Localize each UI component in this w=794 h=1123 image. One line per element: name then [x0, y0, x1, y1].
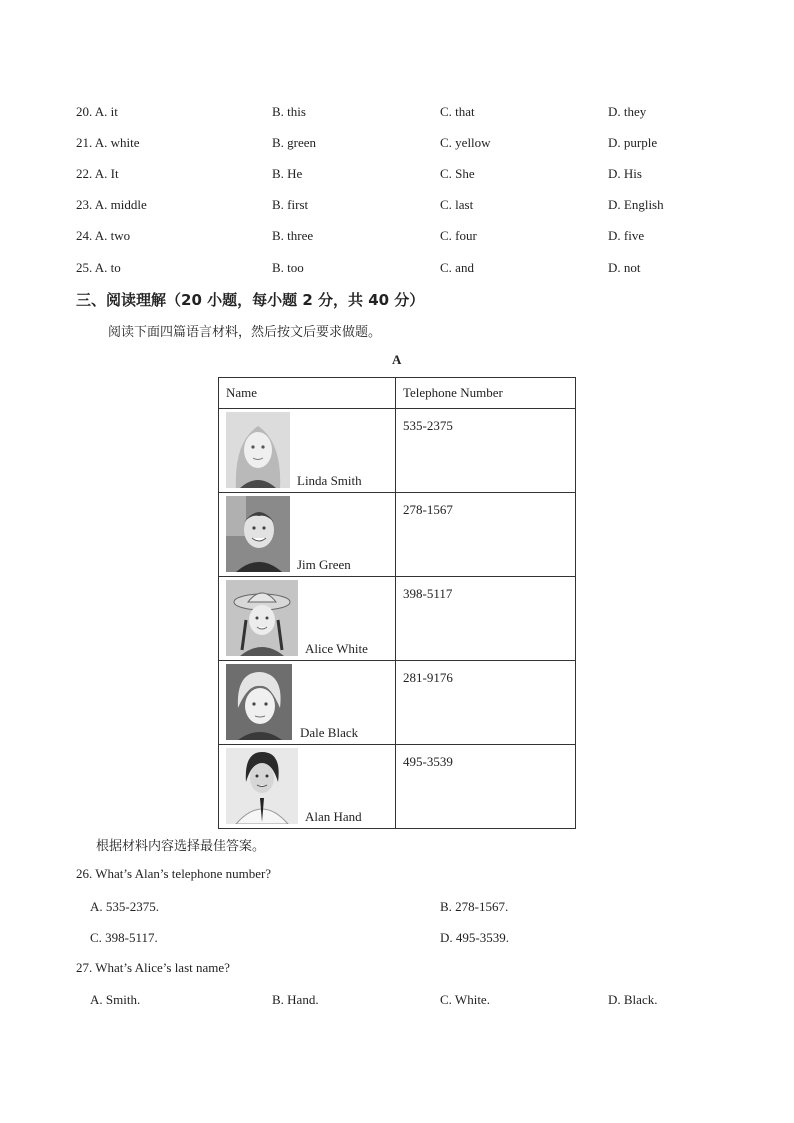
cloze-row-21: [0, 133, 794, 153]
question-27-stem: 27. What’s Alice’s last name?: [76, 960, 230, 975]
person-photo: [226, 412, 290, 488]
question-26-options-1: [0, 897, 794, 917]
option-c: C. yellow: [440, 135, 491, 150]
option-a: 22. A. It: [76, 166, 119, 181]
option-c: C. She: [440, 166, 475, 181]
passage-label: A: [392, 352, 402, 367]
question-27-options: [0, 990, 794, 1010]
option-b: B. He: [272, 166, 303, 181]
cloze-row-24: [0, 226, 794, 246]
cloze-row-25: [0, 258, 794, 278]
section-title: 三、阅读理解（20 小题，每小题 2 分，共 40 分）: [76, 291, 425, 309]
table-row: [219, 493, 576, 577]
phone-number: 535-2375: [403, 418, 453, 433]
phone-number: 278-1567: [403, 502, 453, 517]
option-b: B. three: [272, 228, 314, 243]
table-row: [219, 745, 576, 829]
option-d: D. English: [608, 197, 664, 212]
option-b: B. too: [272, 260, 304, 275]
option-d: D. Black.: [608, 992, 658, 1007]
person-name: Alan Hand: [305, 809, 362, 824]
option-a: 23. A. middle: [76, 197, 147, 212]
section-instruction: 阅读下面四篇语言材料，然后按文后要求做题。: [108, 325, 382, 340]
person-photo: [226, 664, 292, 740]
option-d: D. not: [608, 260, 641, 275]
option-c: C. last: [440, 197, 474, 212]
option-b: B. Hand.: [272, 992, 319, 1007]
option-a: 24. A. two: [76, 228, 131, 243]
phone-number: 281-9176: [403, 670, 453, 685]
person-name: Jim Green: [297, 557, 351, 572]
option-a: 20. A. it: [76, 104, 118, 119]
table-row: [219, 409, 576, 493]
cloze-row-20: [0, 102, 794, 122]
option-c: C. four: [440, 228, 477, 243]
question-26-options-2: [0, 928, 794, 948]
option-d: D. 495-3539.: [440, 930, 509, 945]
person-photo: [226, 748, 298, 824]
option-b: B. 278-1567.: [440, 899, 509, 914]
option-b: B. first: [272, 197, 309, 212]
person-name: Alice White: [305, 641, 368, 656]
option-c: C. that: [440, 104, 475, 119]
phone-number: 398-5117: [403, 586, 453, 601]
person-photo: [226, 496, 290, 572]
header-phone: Telephone Number: [403, 385, 503, 400]
option-b: B. green: [272, 135, 317, 150]
table-row: [219, 661, 576, 745]
option-d: D. they: [608, 104, 647, 119]
person-name: Linda Smith: [297, 473, 362, 488]
option-d: D. five: [608, 228, 645, 243]
option-a: 21. A. white: [76, 135, 140, 150]
option-d: D. purple: [608, 135, 658, 150]
task-instruction: 根据材料内容选择最佳答案。: [96, 839, 266, 854]
option-b: B. this: [272, 104, 306, 119]
table-row: [219, 577, 576, 661]
person-name: Dale Black: [300, 725, 359, 740]
option-c: C. White.: [440, 992, 490, 1007]
option-d: D. His: [608, 166, 642, 181]
phone-number: 495-3539: [403, 754, 453, 769]
option-a: A. 535-2375.: [90, 899, 159, 914]
table-header-row: [219, 378, 576, 409]
cloze-row-23: [0, 195, 794, 215]
phone-table: [218, 377, 576, 829]
header-name: Name: [226, 385, 258, 400]
option-c: C. and: [440, 260, 474, 275]
option-c: C. 398-5117.: [90, 930, 158, 945]
option-a: 25. A. to: [76, 260, 121, 275]
person-photo: [226, 580, 298, 656]
question-26-stem: 26. What’s Alan’s telephone number?: [76, 866, 272, 881]
cloze-row-22: [0, 164, 794, 184]
option-a: A. Smith.: [90, 992, 141, 1007]
